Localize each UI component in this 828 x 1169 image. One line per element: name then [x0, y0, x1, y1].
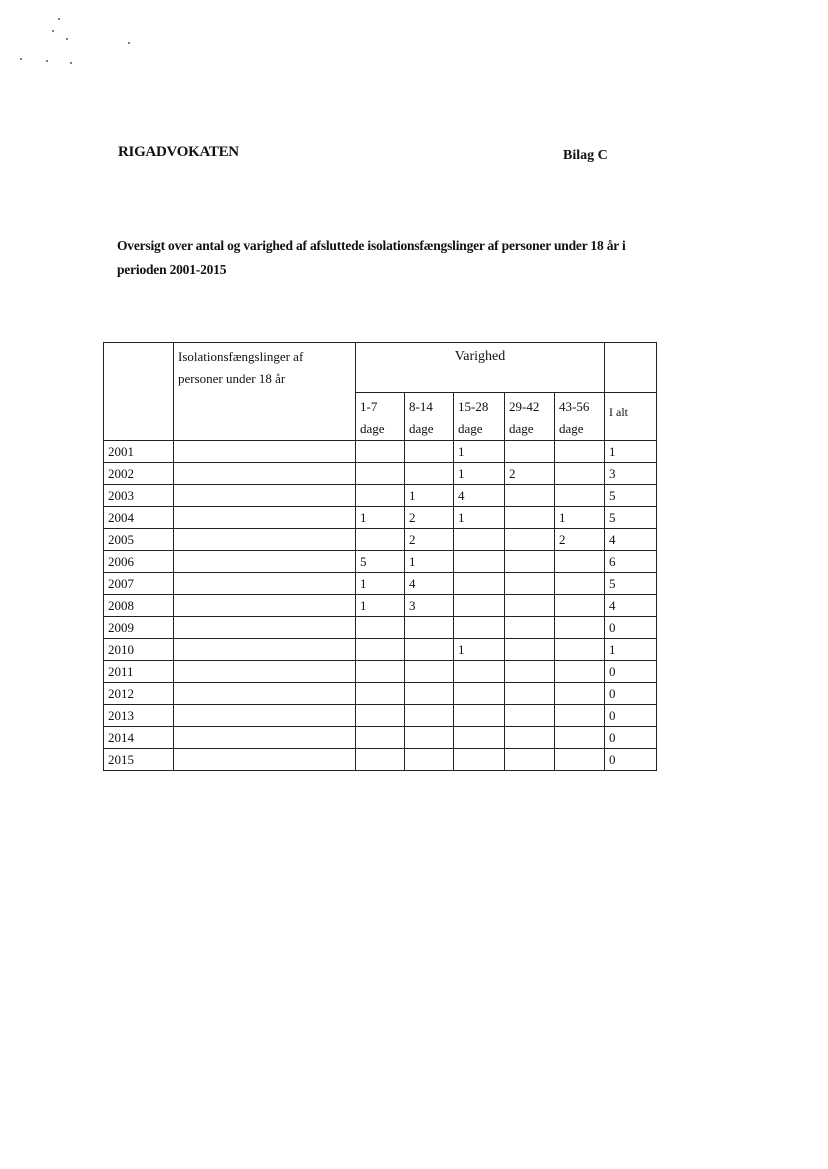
- table-row: [104, 639, 657, 661]
- count-15-28-cell: [454, 617, 505, 639]
- count-1-7-cell: [356, 661, 405, 683]
- isolation-cell: [174, 617, 356, 639]
- total-cell: 1: [605, 441, 657, 463]
- count-43-56-cell: [555, 617, 605, 639]
- year-cell: 2004: [104, 507, 174, 529]
- count-8-14-cell: [405, 639, 454, 661]
- scan-speck: [58, 18, 60, 20]
- count-15-28-cell: [454, 661, 505, 683]
- count-43-56-cell: [555, 705, 605, 727]
- count-43-56-cell: [555, 441, 605, 463]
- count-15-28-cell: 1: [454, 463, 505, 485]
- count-8-14-cell: 3: [405, 595, 454, 617]
- total-cell: 4: [605, 529, 657, 551]
- isolation-cell: [174, 639, 356, 661]
- isolation-cell: [174, 705, 356, 727]
- count-15-28-cell: 1: [454, 639, 505, 661]
- count-8-14-cell: [405, 617, 454, 639]
- count-15-28-cell: [454, 595, 505, 617]
- count-29-42-cell: [505, 749, 555, 771]
- table-row: [104, 749, 657, 771]
- count-29-42-cell: [505, 529, 555, 551]
- table-row: [104, 485, 657, 507]
- total-cell: 0: [605, 749, 657, 771]
- document-title: Oversigt over antal og varighed af afsluttede isolationsfængslinger af personer under 18 år i perioden 2001-2015: [117, 238, 626, 277]
- count-1-7-cell: [356, 639, 405, 661]
- duration-header-15-28: 15-28 dage: [454, 393, 505, 441]
- count-1-7-cell: [356, 529, 405, 551]
- count-8-14-cell: [405, 463, 454, 485]
- table-row: [104, 441, 657, 463]
- duration-header-29-42: 29-42 dage: [505, 393, 555, 441]
- count-1-7-cell: [356, 749, 405, 771]
- scan-speck: [52, 30, 54, 32]
- count-43-56-cell: [555, 595, 605, 617]
- isolation-cell: [174, 485, 356, 507]
- isolation-cell: [174, 507, 356, 529]
- count-29-42-cell: [505, 485, 555, 507]
- total-cell: 5: [605, 573, 657, 595]
- total-header: I alt: [605, 393, 657, 441]
- isolation-column-header: Isolationsfængslinger af personer under 18 år: [174, 343, 356, 441]
- count-29-42-cell: [505, 661, 555, 683]
- count-43-56-cell: [555, 661, 605, 683]
- table-row: [104, 507, 657, 529]
- duration-header-8-14: 8-14 dage: [405, 393, 454, 441]
- count-15-28-cell: [454, 705, 505, 727]
- count-43-56-cell: [555, 683, 605, 705]
- total-cell: 5: [605, 485, 657, 507]
- year-cell: 2012: [104, 683, 174, 705]
- count-1-7-cell: [356, 485, 405, 507]
- count-1-7-cell: [356, 683, 405, 705]
- count-8-14-cell: 4: [405, 573, 454, 595]
- count-29-42-cell: [505, 727, 555, 749]
- isolation-cell: [174, 529, 356, 551]
- count-29-42-cell: [505, 507, 555, 529]
- count-15-28-cell: [454, 529, 505, 551]
- isolation-cell: [174, 727, 356, 749]
- total-cell: 3: [605, 463, 657, 485]
- count-1-7-cell: 1: [356, 573, 405, 595]
- count-43-56-cell: [555, 639, 605, 661]
- count-15-28-cell: [454, 727, 505, 749]
- table-row: [104, 705, 657, 727]
- table-row: [104, 529, 657, 551]
- year-cell: 2005: [104, 529, 174, 551]
- count-1-7-cell: [356, 705, 405, 727]
- count-29-42-cell: [505, 639, 555, 661]
- count-8-14-cell: 2: [405, 529, 454, 551]
- count-1-7-cell: [356, 441, 405, 463]
- isolation-cell: [174, 463, 356, 485]
- year-cell: 2010: [104, 639, 174, 661]
- count-1-7-cell: [356, 463, 405, 485]
- isolation-cell: [174, 595, 356, 617]
- count-15-28-cell: [454, 551, 505, 573]
- table-row: [104, 463, 657, 485]
- count-8-14-cell: [405, 683, 454, 705]
- isolation-cell: [174, 441, 356, 463]
- table-row: [104, 661, 657, 683]
- scan-speck: [20, 58, 22, 60]
- count-29-42-cell: [505, 551, 555, 573]
- table-row: [104, 573, 657, 595]
- count-15-28-cell: [454, 573, 505, 595]
- total-cell: 5: [605, 507, 657, 529]
- count-43-56-cell: [555, 463, 605, 485]
- count-1-7-cell: [356, 727, 405, 749]
- isolation-cell: [174, 573, 356, 595]
- duration-header-43-56: 43-56 dage: [555, 393, 605, 441]
- table-row: [104, 617, 657, 639]
- year-cell: 2006: [104, 551, 174, 573]
- count-1-7-cell: 1: [356, 507, 405, 529]
- year-cell: 2001: [104, 441, 174, 463]
- year-cell: 2013: [104, 705, 174, 727]
- isolation-cell: [174, 661, 356, 683]
- total-header-top: [605, 343, 657, 393]
- year-cell: 2015: [104, 749, 174, 771]
- isolation-cell: [174, 749, 356, 771]
- table-row: [104, 595, 657, 617]
- year-cell: 2009: [104, 617, 174, 639]
- year-cell: 2008: [104, 595, 174, 617]
- count-43-56-cell: [555, 749, 605, 771]
- total-cell: 6: [605, 551, 657, 573]
- appendix-label: Bilag C: [563, 148, 608, 163]
- duration-group-header: Varighed: [356, 343, 605, 393]
- table-row: [104, 727, 657, 749]
- total-cell: 0: [605, 727, 657, 749]
- count-1-7-cell: 5: [356, 551, 405, 573]
- count-8-14-cell: 1: [405, 551, 454, 573]
- isolation-cell: [174, 683, 356, 705]
- count-29-42-cell: [505, 573, 555, 595]
- count-29-42-cell: [505, 441, 555, 463]
- year-column-header: [104, 343, 174, 441]
- count-8-14-cell: [405, 749, 454, 771]
- count-8-14-cell: [405, 441, 454, 463]
- year-cell: 2007: [104, 573, 174, 595]
- count-29-42-cell: [505, 683, 555, 705]
- count-15-28-cell: 4: [454, 485, 505, 507]
- count-15-28-cell: 1: [454, 507, 505, 529]
- count-15-28-cell: 1: [454, 441, 505, 463]
- isolation-table: [103, 342, 657, 771]
- count-15-28-cell: [454, 749, 505, 771]
- count-29-42-cell: [505, 595, 555, 617]
- count-43-56-cell: 1: [555, 507, 605, 529]
- scan-speck: [46, 60, 48, 62]
- year-cell: 2014: [104, 727, 174, 749]
- count-43-56-cell: [555, 573, 605, 595]
- count-1-7-cell: [356, 617, 405, 639]
- count-8-14-cell: 1: [405, 485, 454, 507]
- total-cell: 4: [605, 595, 657, 617]
- scan-speck: [128, 42, 130, 44]
- count-43-56-cell: 2: [555, 529, 605, 551]
- scan-speck: [70, 62, 72, 64]
- count-29-42-cell: [505, 617, 555, 639]
- count-1-7-cell: 1: [356, 595, 405, 617]
- total-cell: 0: [605, 661, 657, 683]
- scan-speck: [66, 38, 68, 40]
- total-cell: 0: [605, 705, 657, 727]
- count-43-56-cell: [555, 485, 605, 507]
- duration-header-1-7: 1-7 dage: [356, 393, 405, 441]
- total-cell: 0: [605, 683, 657, 705]
- table-row: [104, 683, 657, 705]
- count-43-56-cell: [555, 551, 605, 573]
- count-29-42-cell: 2: [505, 463, 555, 485]
- count-8-14-cell: [405, 705, 454, 727]
- count-8-14-cell: [405, 661, 454, 683]
- organization-name: RIGADVOKATEN: [118, 144, 239, 160]
- year-cell: 2003: [104, 485, 174, 507]
- isolation-cell: [174, 551, 356, 573]
- year-cell: 2002: [104, 463, 174, 485]
- count-8-14-cell: 2: [405, 507, 454, 529]
- total-cell: 0: [605, 617, 657, 639]
- year-cell: 2011: [104, 661, 174, 683]
- total-cell: 1: [605, 639, 657, 661]
- count-8-14-cell: [405, 727, 454, 749]
- table-row: [104, 551, 657, 573]
- count-29-42-cell: [505, 705, 555, 727]
- count-43-56-cell: [555, 727, 605, 749]
- count-15-28-cell: [454, 683, 505, 705]
